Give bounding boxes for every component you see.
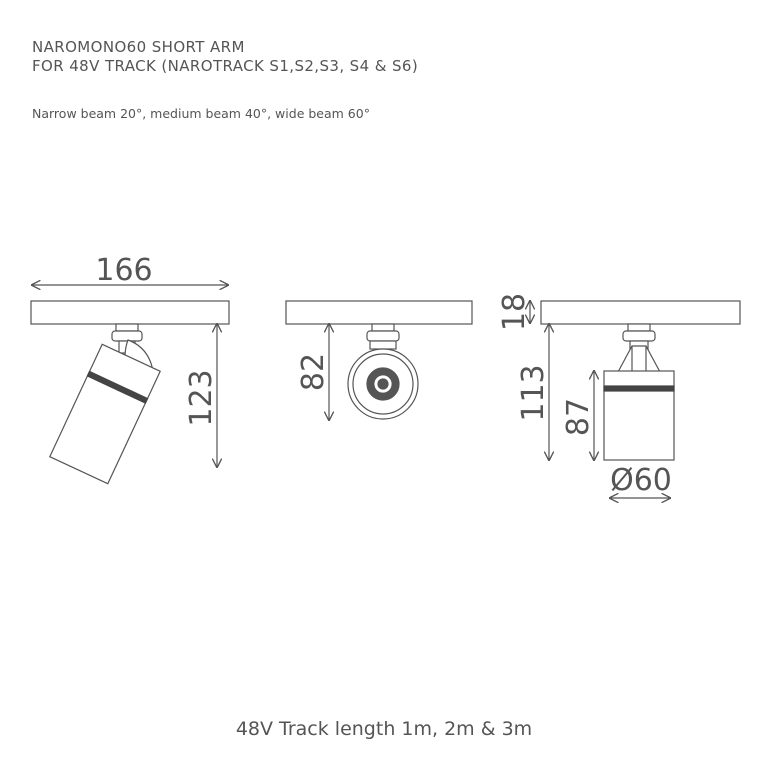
dim-side-height: 123 [184,369,219,427]
dim-diameter: Ø60 [610,463,672,498]
spot-body-rear [604,371,674,460]
dim-rear-body-height: 87 [561,397,596,437]
dim-track-height: 18 [497,292,532,332]
track-adapter-front [372,324,394,331]
title-line-1: NAROMONO60 SHORT ARM [32,38,245,56]
track-rail-front [286,301,472,324]
track-rail-side [31,301,229,324]
accent-band-rear [604,386,674,391]
track-adapter-side [116,324,138,331]
track-adapter-rear [628,324,650,331]
title-line-2: FOR 48V TRACK (NAROTRACK S1,S2,S3, S4 & S6) [32,57,419,75]
spot-body-side [50,344,160,483]
dim-front-height: 82 [296,352,331,392]
track-length-note: 48V Track length 1m, 2m & 3m [235,718,533,740]
dim-rear-total-height: 113 [516,364,551,422]
dim-side-width: 166 [95,253,153,288]
track-rail-rear [541,301,740,324]
beam-info: Narrow beam 20°, medium beam 40°, wide beam 60° [32,106,370,121]
